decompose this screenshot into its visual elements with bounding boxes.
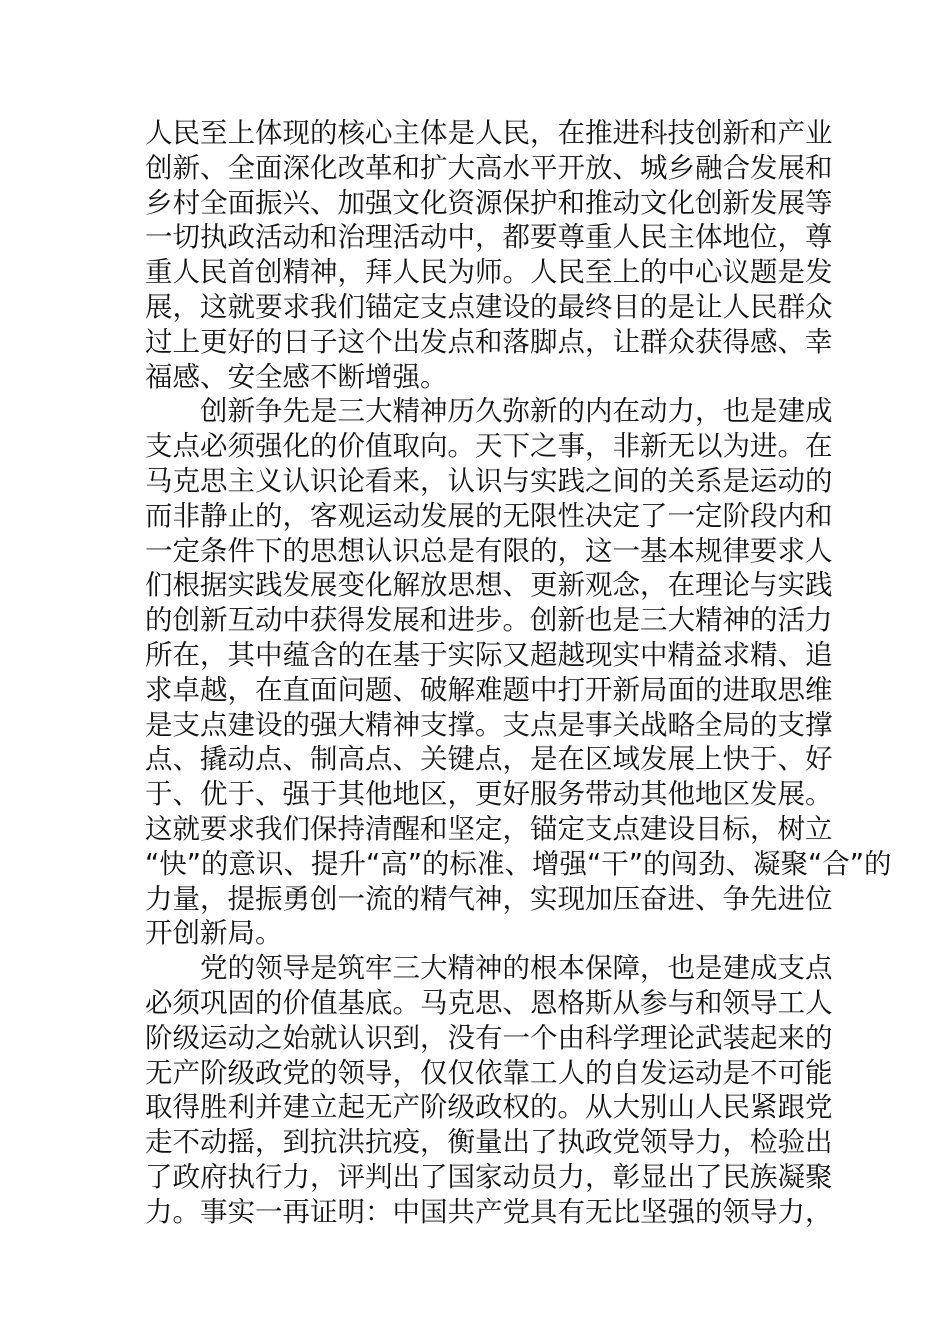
text-line: 走不动摇，到抗洪抗疫，衡量出了执政党领导力，检验出 xyxy=(145,1126,833,1159)
text-line: 点、撬动点、制高点、关键点，是在区域发展上快于、好 xyxy=(145,743,833,776)
text-line: 力。事实一再证明：中国共产党具有无比坚强的领导力， xyxy=(145,1195,833,1228)
text-line: 了政府执行力，评判出了国家动员力，彰显出了民族凝聚 xyxy=(145,1160,833,1193)
text-line: 马克思主义认识论看来，认识与实践之间的关系是运动的 xyxy=(145,464,833,497)
text-line: 取得胜利并建立起无产阶级政权的。从大别山人民紧跟党 xyxy=(145,1091,833,1124)
text-line: 创新争先是三大精神历久弥新的内在动力，也是建成 xyxy=(145,395,833,428)
text-line: “快”的意识、提升“高”的标准、增强“干”的闯劲、凝聚“合”的 xyxy=(145,847,892,880)
text-line: 人民至上体现的核心主体是人民，在推进科技创新和产业 xyxy=(145,117,833,149)
text-line: 们根据实践发展变化解放思想、更新观念，在理论与实践 xyxy=(145,569,833,602)
text-line: 于、优于、强于其他地区，更好服务带动其他地区发展。 xyxy=(145,778,833,811)
paragraph-people-first xyxy=(145,116,833,394)
text-line: 而非静止的，客观运动发展的无限性决定了一定阶段内和 xyxy=(145,499,833,532)
text-line: 福感、安全感不断增强。 xyxy=(145,360,448,393)
text-line: 重人民首创精神，拜人民为师。人民至上的中心议题是发 xyxy=(145,256,833,289)
text-line: 一切执政活动和治理活动中，都要尊重人民主体地位，尊 xyxy=(145,221,833,254)
body-text xyxy=(145,116,892,1230)
text-line: 支点必须强化的价值取向。天下之事，非新无以为进。在 xyxy=(145,430,833,463)
text-line: 必须巩固的价值基底。马克思、恩格斯从参与和领导工人 xyxy=(145,986,833,1019)
text-line: 求卓越，在直面问题、破解难题中打开新局面的进取思维 xyxy=(145,673,833,706)
text-line: 这就要求我们保持清醒和坚定，锚定支点建设目标，树立 xyxy=(145,812,833,845)
text-line: 是支点建设的强大精神支撑。支点是事关战略全局的支撑 xyxy=(145,708,833,741)
text-line: 过上更好的日子这个出发点和落脚点，让群众获得感、幸 xyxy=(145,325,833,358)
text-line: 无产阶级政党的领导，仅仅依靠工人的自发运动是不可能 xyxy=(145,1056,833,1089)
text-line: 力量，提振勇创一流的精气神，实现加压奋进、争先进位 xyxy=(145,882,833,915)
text-line: 一定条件下的思想认识总是有限的，这一基本规律要求人 xyxy=(145,534,833,567)
text-line: 开创新局。 xyxy=(145,917,283,950)
text-line: 展，这就要求我们锚定支点建设的最终目的是让人民群众 xyxy=(145,290,833,323)
text-line: 阶级运动之始就认识到，没有一个由科学理论武装起来的 xyxy=(145,1021,833,1054)
paragraph-party-leadership xyxy=(145,951,833,1229)
text-line: 所在，其中蕴含的在基于实际又超越现实中精益求精、追 xyxy=(145,638,833,671)
text-line: 创新、全面深化改革和扩大高水平开放、城乡融合发展和 xyxy=(145,151,833,184)
text-line: 乡村全面振兴、加强文化资源保护和推动文化创新发展等 xyxy=(145,186,833,219)
text-line: 的创新互动中获得发展和进步。创新也是三大精神的活力 xyxy=(145,604,833,637)
text-line: 党的领导是筑牢三大精神的根本保障，也是建成支点 xyxy=(145,952,833,985)
paragraph-innovation xyxy=(145,394,892,951)
